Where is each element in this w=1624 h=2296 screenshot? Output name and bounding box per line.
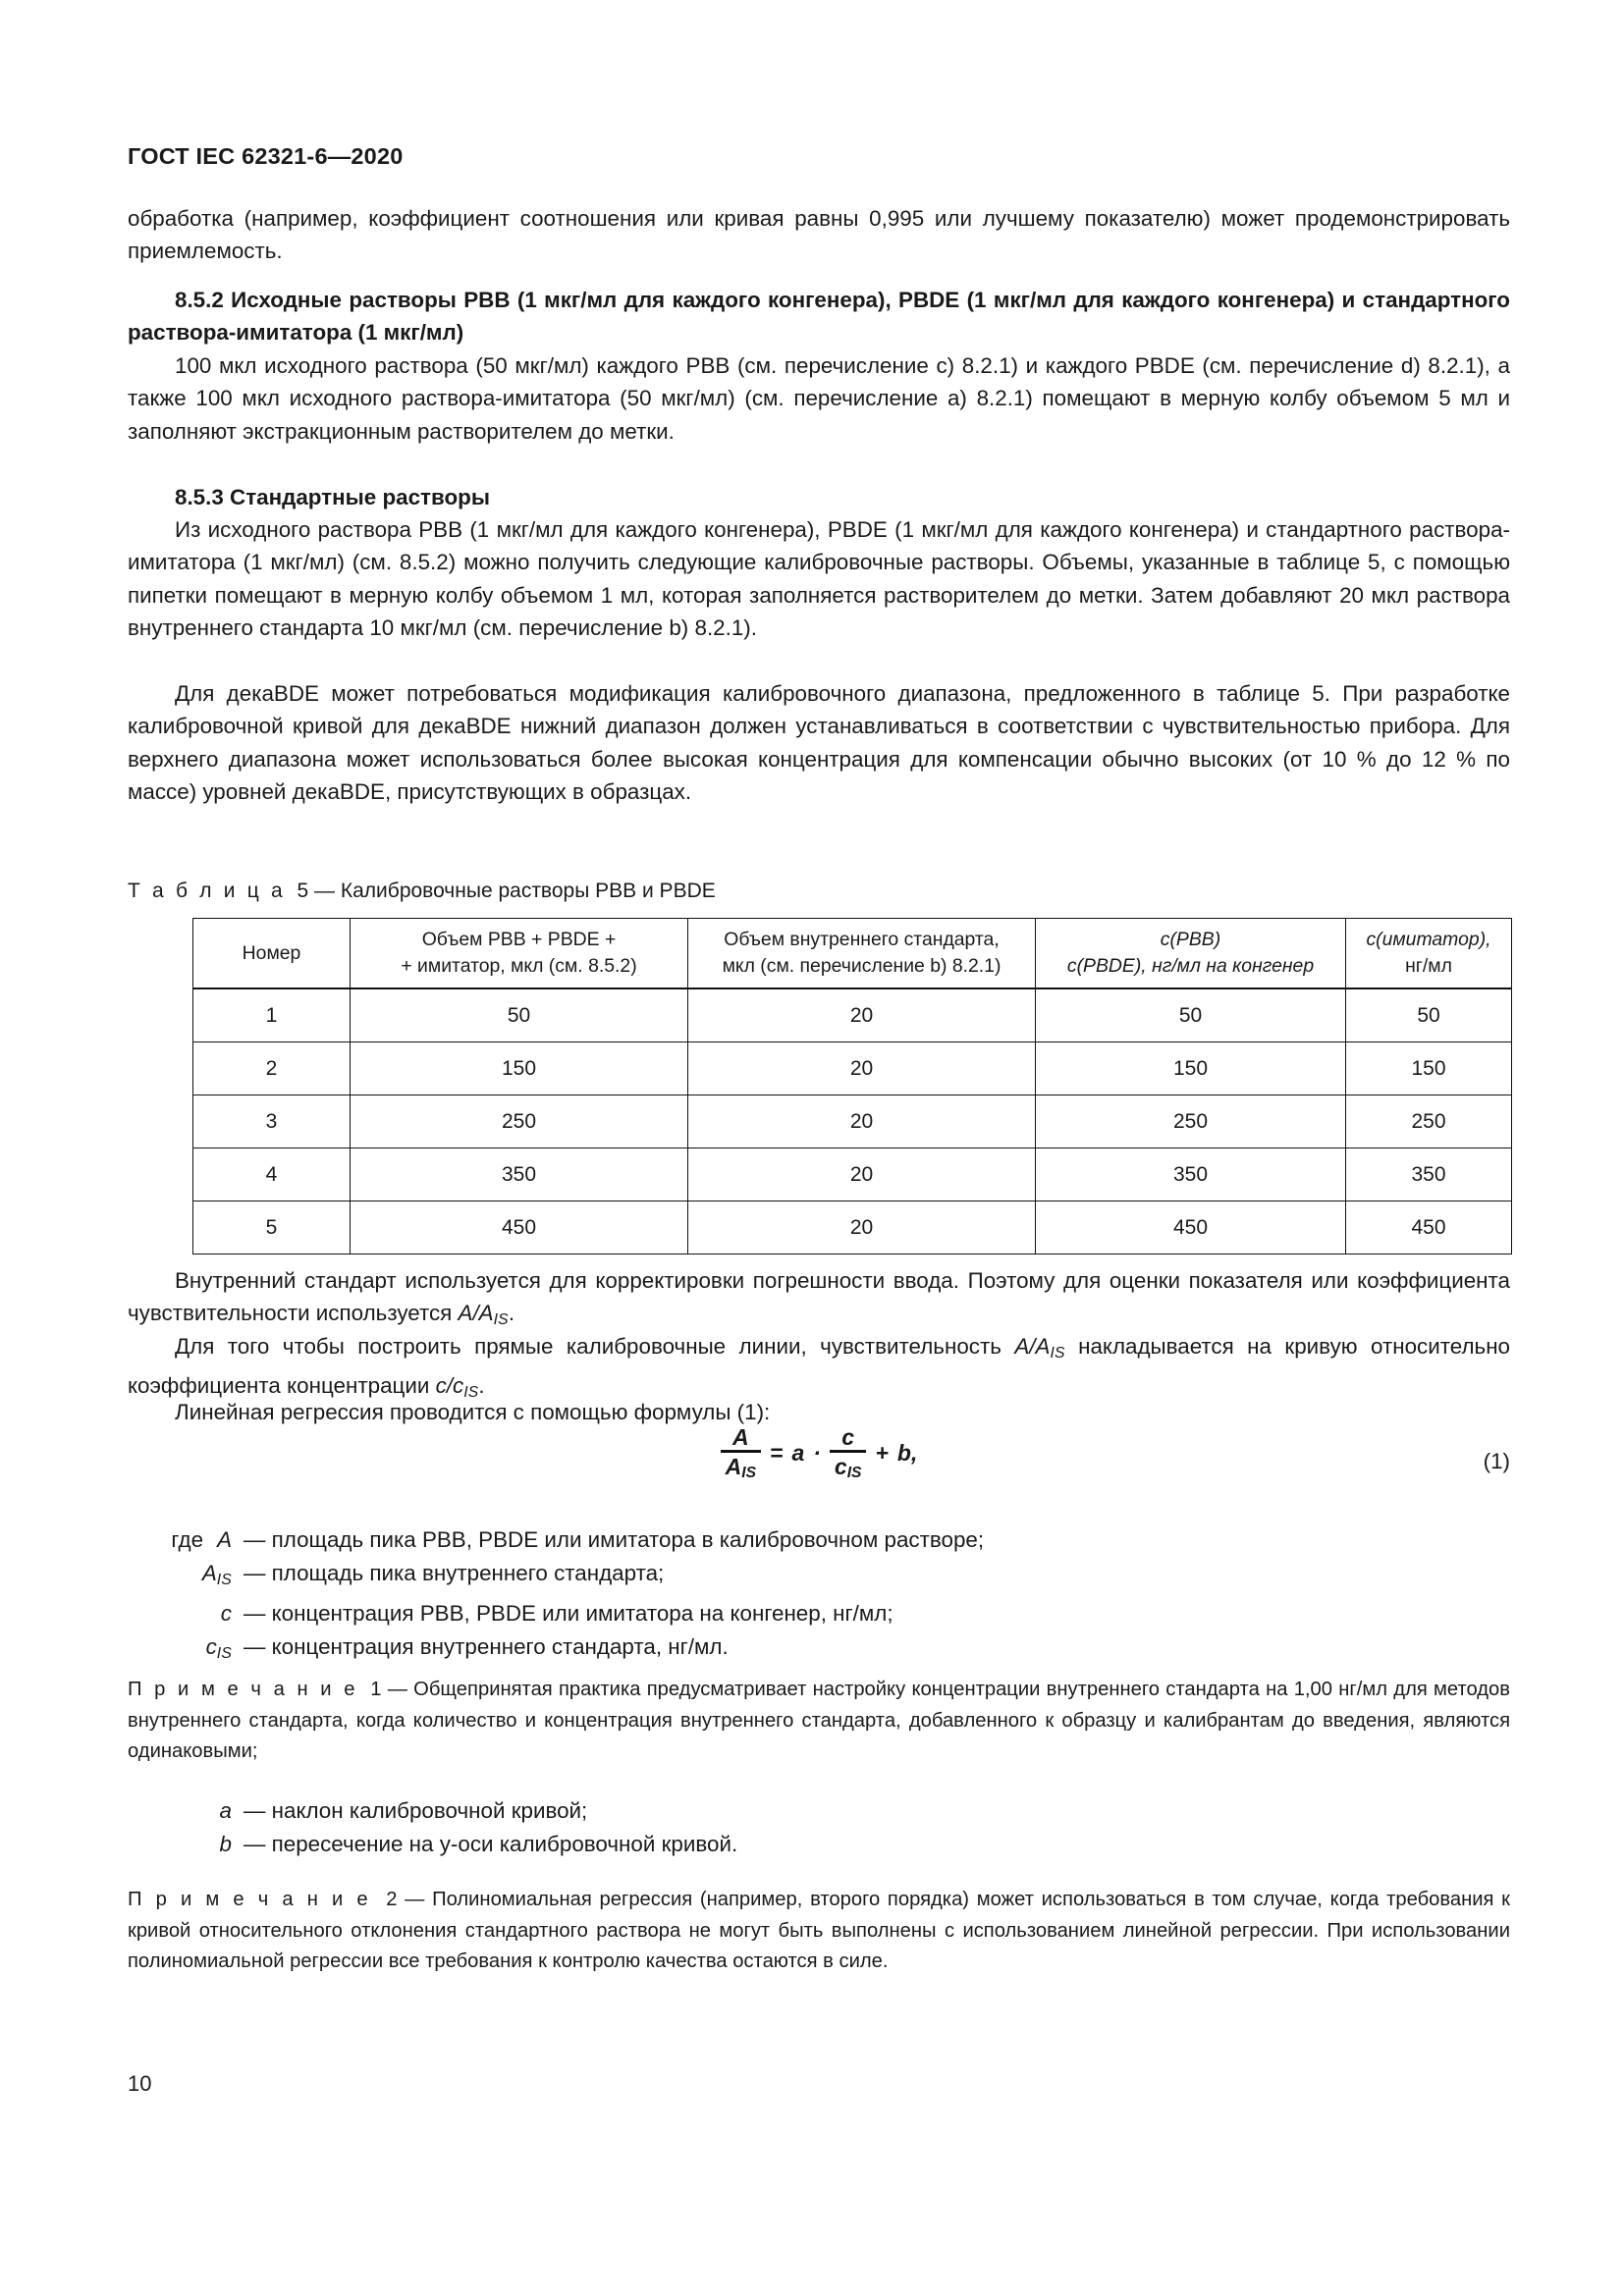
math-a-over-ais: A/A xyxy=(458,1301,494,1326)
calibration-solutions-table-wrapper xyxy=(192,918,1511,1255)
table-cell-c-pbb: 250 xyxy=(1036,1095,1346,1148)
fraction-denominator xyxy=(830,1453,867,1482)
formula-row xyxy=(128,1425,1510,1502)
table-cell-volume: 450 xyxy=(351,1201,688,1255)
table-cell-c-imitator: 50 xyxy=(1346,988,1512,1042)
table-row xyxy=(193,1201,1512,1255)
subscript-is: IS xyxy=(216,1572,232,1589)
regression-paragraph: Линейная регрессия проводится с помощью формулы (1): xyxy=(175,1400,771,1424)
internal-standard-paragraph-1 xyxy=(128,1264,1510,1337)
table-cell-number: 1 xyxy=(193,988,351,1042)
table-header-cell-c-imitator xyxy=(1346,919,1512,989)
coefficient-b: b, xyxy=(896,1440,918,1467)
fraction-denominator xyxy=(721,1453,761,1482)
table-cell-c-pbb: 50 xyxy=(1036,988,1346,1042)
definition-description: концентрация внутреннего стандарта, нг/мл. xyxy=(271,1634,729,1660)
math-c-over-cis: c/c xyxy=(435,1373,464,1399)
symbol-c: c xyxy=(220,1601,232,1627)
definition-dash: — xyxy=(244,1634,266,1660)
paragraph-period: . xyxy=(478,1373,485,1399)
header-line: мкл (см. перечисление b) 8.2.1) xyxy=(722,955,1001,977)
document-header-title: ГОСТ IEC 62321-6—2020 xyxy=(128,143,404,169)
header-line: Номер xyxy=(242,941,301,964)
definition-symbol xyxy=(128,1523,244,1557)
table-cell-is-volume: 20 xyxy=(688,988,1036,1042)
definition-symbol xyxy=(128,1630,244,1671)
definition-text xyxy=(244,1557,1208,1590)
definition-text xyxy=(244,1828,1208,1861)
table-cell-volume: 350 xyxy=(351,1148,688,1201)
definition-dash: — xyxy=(244,1832,266,1856)
where-label: где xyxy=(171,1527,204,1552)
section-852-paragraph: 100 мкл исходного раствора (50 мкг/мл) каждого PBB (см. перечисление c) 8.2.1) и каждого PBDE (см. перечисление d) 8.2.1), а также 100 мкл исходного раствора-имитатора (50 мкг/мл) (см. перечисление a) 8.2.1) помещают в мерную колбу объемом 5 мл и заполняют экстракционным растворителем до метки. xyxy=(128,353,1510,444)
symbol-a-slope: a xyxy=(219,1798,232,1823)
definition-dash: — xyxy=(244,1527,266,1552)
table-header-cell-volume-pbb-pbde xyxy=(351,919,688,989)
table-row xyxy=(193,988,1512,1042)
table-cell-is-volume: 20 xyxy=(688,1095,1036,1148)
multiplication-dot: · xyxy=(813,1440,821,1467)
subscript-is: IS xyxy=(216,1645,232,1663)
definition-text xyxy=(244,1630,1208,1664)
section-853-heading: 8.5.3 Стандартные растворы xyxy=(175,485,490,509)
definition-description: площадь пика внутреннего стандарта; xyxy=(271,1561,665,1585)
definition-dash: — xyxy=(244,1798,266,1823)
table-row xyxy=(193,1095,1512,1148)
fraction-a-over-ais xyxy=(721,1425,761,1481)
header-line: c(PBB) xyxy=(1160,929,1221,950)
definition-item xyxy=(128,1794,1208,1828)
page-number: 10 xyxy=(128,2071,152,2096)
plus-sign: + xyxy=(875,1440,889,1467)
note-1-lead xyxy=(128,1679,1510,1762)
definition-item xyxy=(128,1557,1208,1597)
table-cell-c-imitator: 350 xyxy=(1346,1148,1512,1201)
header-line: нг/мл xyxy=(1405,955,1452,977)
equals-sign: = xyxy=(770,1440,784,1467)
table-header-cell-c-pbb-pbde xyxy=(1036,919,1346,989)
math-a-over-ais: A/A xyxy=(1014,1334,1051,1359)
table-row xyxy=(193,1148,1512,1201)
note-2 xyxy=(128,1885,1510,1978)
table-caption xyxy=(128,880,716,903)
calibration-solutions-table xyxy=(192,918,1512,1255)
definition-symbol xyxy=(128,1828,244,1861)
definition-description: площадь пика PBB, PBDE или имитатора в калибровочном растворе; xyxy=(271,1527,985,1552)
table-cell-c-imitator: 450 xyxy=(1346,1201,1512,1255)
note-1 xyxy=(128,1675,1510,1768)
formula-expression xyxy=(128,1425,1510,1481)
note-text: Общепринятая практика предусматривает настройку концентрации внутреннего стандарта на 1,00 нг/мл для методов внутреннего стандарта, когда количество и концентрация внутреннего стандарта, добавленного к образцу и калибрантам до введения, являются одинаковыми; xyxy=(128,1679,1511,1762)
paragraph-text: Внутренний стандарт используется для корректировки погрешности ввода. Поэтому для оценки показателя или коэффициента чувствительности используется xyxy=(128,1268,1510,1326)
fraction-numerator: c xyxy=(841,1424,855,1450)
intro-paragraph: обработка (например, коэффициент соотношения или кривая равны 0,995 или лучшему показателю) может продемонстрировать приемлемость. xyxy=(128,206,1510,264)
note-text: Полиномиальная регрессия (например, второго порядка) может использоваться в том случае, когда требования к кривой относительного отклонения стандартного раствора не могут быть выполнены с использованием линейной регрессии. При использовании полиномиальной регрессии все требования к контролю качества остаются в силе. xyxy=(128,1889,1510,1972)
table-cell-is-volume: 20 xyxy=(688,1042,1036,1095)
denominator-subscript: IS xyxy=(846,1464,862,1481)
note-2-lead xyxy=(128,1889,1510,1972)
table-header-row xyxy=(193,919,1512,989)
table-caption-number: 5 xyxy=(297,880,309,902)
paragraph-period: . xyxy=(508,1301,515,1326)
table-cell-c-pbb: 350 xyxy=(1036,1148,1346,1201)
table-caption-dash: — xyxy=(314,880,336,902)
table-caption-text: Калибровочные растворы PBB и PBDE xyxy=(340,880,716,902)
formula-number: (1) xyxy=(1483,1449,1510,1473)
definition-text xyxy=(244,1597,1208,1630)
table-cell-is-volume: 20 xyxy=(688,1148,1036,1201)
table-cell-c-imitator: 250 xyxy=(1346,1095,1512,1148)
fraction-numerator: A xyxy=(732,1424,749,1450)
definition-dash: — xyxy=(244,1601,266,1627)
definition-description: концентрация PBB, PBDE или имитатора на конгенер, нг/мл; xyxy=(271,1601,893,1627)
table-cell-is-volume: 20 xyxy=(688,1201,1036,1255)
header-line: c(имитатор), xyxy=(1366,929,1491,950)
denominator-subscript: IS xyxy=(741,1464,757,1481)
symbol-cis: c xyxy=(205,1634,217,1660)
paragraph-text-cont: накладывается на кривую относительно коэффициента концентрации xyxy=(128,1334,1511,1399)
note-dash: — xyxy=(405,1889,425,1910)
definition-item xyxy=(128,1597,1208,1630)
definition-text xyxy=(244,1794,1208,1828)
header-line: Объем внутреннего стандарта, xyxy=(724,929,1000,950)
formula-definitions xyxy=(128,1523,1208,1671)
definition-symbol xyxy=(128,1794,244,1828)
definition-text xyxy=(244,1523,1208,1557)
table-cell-number: 4 xyxy=(193,1148,351,1201)
table-body xyxy=(193,988,1512,1255)
definition-description: пересечение на y-оси калибровочной кривой. xyxy=(271,1832,738,1856)
note-number: 1 xyxy=(370,1679,382,1700)
definition-item xyxy=(128,1630,1208,1671)
table-cell-c-pbb: 450 xyxy=(1036,1201,1346,1255)
symbol-b-intercept: b xyxy=(219,1832,232,1856)
header-line: + имитатор, мкл (см. 8.5.2) xyxy=(401,955,637,977)
subscript-is: IS xyxy=(1050,1345,1065,1362)
definition-item xyxy=(128,1523,1208,1557)
table-cell-volume: 250 xyxy=(351,1095,688,1148)
table-cell-number: 2 xyxy=(193,1042,351,1095)
denominator-symbol: A xyxy=(725,1453,742,1479)
table-cell-number: 3 xyxy=(193,1095,351,1148)
table-cell-c-pbb: 150 xyxy=(1036,1042,1346,1095)
note-label: П р и м е ч а н и е xyxy=(128,1679,358,1700)
coefficient-definitions xyxy=(128,1794,1208,1861)
subscript-is: IS xyxy=(463,1384,479,1402)
definition-symbol xyxy=(128,1557,244,1597)
symbol-a: A xyxy=(217,1527,232,1552)
decabde-paragraph: Для декаBDE может потребоваться модификация калибровочного диапазона, предложенного в таблице 5. При разработке калибровочной кривой для декаBDE нижний диапазон должен устанавливаться в соответствии с чувствительностью прибора. Для верхнего диапазона может использоваться более высокая концентрация для компенсации обычно высоких (от 10 % до 12 % по массе) уровней декаBDE, присутствующих в образцах. xyxy=(128,681,1510,805)
fraction-c-over-cis xyxy=(830,1425,867,1481)
definition-item xyxy=(128,1828,1208,1861)
coefficient-a: a xyxy=(791,1440,805,1467)
subscript-is: IS xyxy=(493,1311,509,1329)
paragraph-text: Для того чтобы построить прямые калибровочные линии, чувствительность xyxy=(175,1334,1015,1359)
table-row xyxy=(193,1042,1512,1095)
header-line: c(PBDE), нг/мл на конгенер xyxy=(1066,955,1315,977)
table-caption-label: Т а б л и ц а xyxy=(128,880,286,902)
table-cell-volume: 150 xyxy=(351,1042,688,1095)
note-number: 2 xyxy=(386,1889,398,1910)
table-header-cell-number xyxy=(193,919,351,989)
definition-dash: — xyxy=(244,1561,266,1585)
header-line: Объем PBB + PBDE + xyxy=(421,929,617,950)
table-cell-volume: 50 xyxy=(351,988,688,1042)
symbol-ais: A xyxy=(201,1561,217,1585)
definition-description: наклон калибровочной кривой; xyxy=(271,1798,588,1823)
denominator-symbol: c xyxy=(834,1453,847,1479)
table-header-cell-internal-standard-volume xyxy=(688,919,1036,989)
table-cell-c-imitator: 150 xyxy=(1346,1042,1512,1095)
section-853-paragraph: Из исходного раствора PBB (1 мкг/мл для каждого конгенера), PBDE (1 мкг/мл для каждого конгенера) и стандартного раствора-имитатора (1 мкг/мл) (см. 8.5.2) можно получить следующие калибровочные растворы. Объемы, указанные в таблице 5, с помощью пипетки помещают в мерную колбу объемом 1 мл, которая заполняется растворителем до метки. Затем добавляют 20 мкл раствора внутреннего стандарта 10 мкг/мл (см. перечисление b) 8.2.1). xyxy=(128,517,1510,641)
note-dash: — xyxy=(387,1679,407,1700)
note-label: П р и м е ч а н и е xyxy=(128,1889,371,1910)
table-cell-number: 5 xyxy=(193,1201,351,1255)
section-852-heading: 8.5.2 Исходные растворы PBB (1 мкг/мл для каждого конгенера), PBDE (1 мкг/мл для каждого конгенера) и стандартного раствора-имитатора (1 мкг/мл) xyxy=(128,288,1510,346)
definition-symbol xyxy=(128,1597,244,1630)
